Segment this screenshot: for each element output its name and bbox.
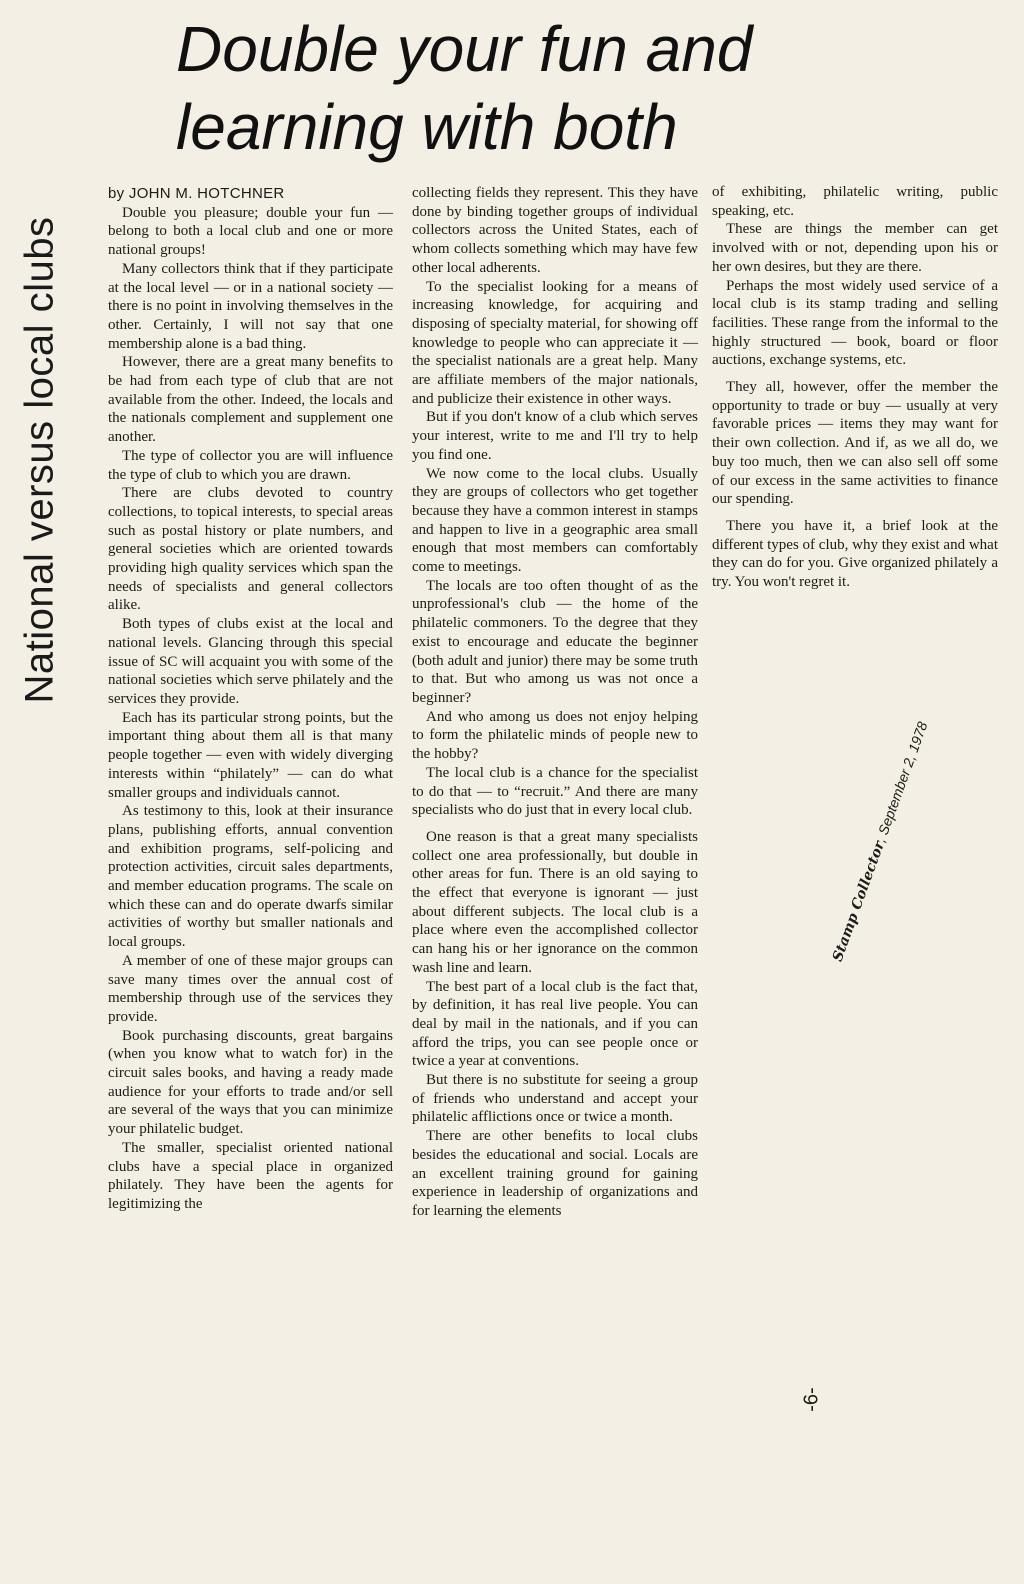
paragraph: These are things the member can get involved with or not, depending upon his or her own desires, but they are there. [712, 221, 998, 275]
paragraph: And who among us does not enjoy helping to form the philatelic minds of people new to the hobby? [412, 708, 698, 763]
paragraph: Perhaps the most widely used service of a local club is its stamp trading and selling facilities. These range from the informal to the highly structured — book, board or floor auctions, exchange systems, etc. [712, 277, 998, 369]
publication-date: , September 2, 1978 [872, 719, 931, 845]
paragraph: One reason is that a great many specialists collect one area professionally, but double in other areas for fun. There is an old saying to the effect that everyone is ignorant — just about different subjects. The local club is a place where even the accomplished collector can hang his or her ignorance on the common wash line and learn. [412, 828, 698, 976]
section-title-text: National versus local clubs [17, 216, 62, 704]
paragraph: There are clubs devoted to country collections, to topical interests, to special areas such as postal history or plate numbers, and general societies which are oriented towards providing high quality services which span the needs of specialists and general collectors alike. [108, 485, 393, 614]
paragraph: They all, however, offer the member the opportunity to trade or buy — usually at very favorable prices — items they may want for their own collection. And if, as we all do, we buy too much, then we can also sell off some of our excess in the same activities to finance our spending. [712, 379, 998, 508]
paragraph: To the specialist looking for a means of increasing knowledge, for acquiring and disposing of specialty material, for showing off knowledge to people who can appreciate it — the specialist nationals are a great help. Many are affiliate members of the major nationals, and publicize their existence in other ways. [412, 278, 698, 407]
paragraph: Both types of clubs exist at the local and national levels. Glancing through this special issue of SC will acquaint you with some of the national societies which serve philately and the services they provide. [108, 616, 393, 707]
publication-date-stamp [829, 719, 931, 966]
paragraph: collecting fields they represent. This they have done by binding together groups of individual collectors across the United States, each of whom collects something which may have few other local adherents. [412, 185, 698, 276]
paragraph: But there is no substitute for seeing a group of friends who understand and accept your philatelic afflictions once or twice a month. [412, 1072, 698, 1126]
paragraph: A member of one of these major groups can save many times over the annual cost of membership through use of the services they provide. [108, 952, 393, 1025]
paragraph: The smaller, specialist oriented national clubs have a special place in organized philately. They have been the agents for legitimizing the [108, 1139, 393, 1212]
publication-masthead: Stamp Collector [829, 839, 889, 964]
headline: Double your fun and learning with both [176, 13, 753, 163]
paragraph: Each has its particular strong points, but the important thing about them all is that many people together — even with widely diverging interests within “philately” — can do what smaller groups and individuals cannot. [108, 709, 393, 801]
paragraph: The best part of a local club is the fact that, by definition, it has real live people. You can deal by mail in the nationals, and if you can afford the trips, you can see people once or twice a year at conventions. [412, 978, 698, 1070]
paragraph: of exhibiting, philatelic writing, public speaking, etc. [712, 184, 998, 219]
paragraph: There you have it, a brief look at the different types of club, why they exist and what they can do for you. Give organized philately a try. You won't regret it. [712, 517, 998, 591]
paragraph: As testimony to this, look at their insurance plans, publishing efforts, annual convention and exhibition programs, self-policing and protection activities, circuit sales departments, and member education programs. The scale on which these can and do operate dwarfs similar activities of worthy but smaller nationals and local groups. [108, 803, 393, 951]
paragraph: The local club is a chance for the specialist to do that — to “recruit.” And there are many specialists who do just that in every local club. [412, 764, 698, 819]
paragraph: The locals are too often thought of as the unprofessional's club — the home of the philatelic commoners. To the degree that they exist to encourage and educate the beginner (both adult and junior) there may be some truth to that. But who among us was not once a beginner? [412, 577, 698, 706]
paragraph: There are other benefits to local clubs besides the educational and social. Locals are an excellent training ground for gaining experience in leadership of organizations and for learning the elements [412, 1128, 698, 1219]
byline: by JOHN M. HOTCHNER [108, 185, 285, 202]
page-number: -6- [800, 1387, 823, 1412]
paragraph: The type of collector you are will influence the type of club to which you are drawn. [108, 447, 393, 483]
paragraph: Book purchasing discounts, great bargains (when you know what to watch for) in the circuit sales books, and having a ready made audience for your efforts to trade and/or sell are several of the ways that you can minimize your philatelic budget. [108, 1027, 393, 1138]
article-column-3 [712, 183, 998, 592]
paragraph: Many collectors think that if they participate at the local level — or in a national society — there is no point in involving themselves in the other. Certainly, I will not say that one membership alone is a bad thing. [108, 260, 393, 352]
section-title [17, 150, 62, 770]
paragraph: But if you don't know of a club which serves your interest, write to me and I'll try to help you find one. [412, 409, 698, 463]
article-column-1 [108, 185, 393, 1214]
paragraph: We now come to the local clubs. Usually they are groups of collectors who get together because they have a common interest in stamps and happen to live in a geographic area small enough that most members can comfortably come to meetings. [412, 465, 698, 576]
paragraph: Double you pleasure; double your fun — belong to both a local club and one or more national groups! [108, 204, 393, 259]
article-column-2 [412, 184, 698, 1221]
paragraph: However, there are a great many benefits to be had from each type of club that are not available from the other. Indeed, the locals and the nationals complement and supplement one another. [108, 354, 393, 446]
